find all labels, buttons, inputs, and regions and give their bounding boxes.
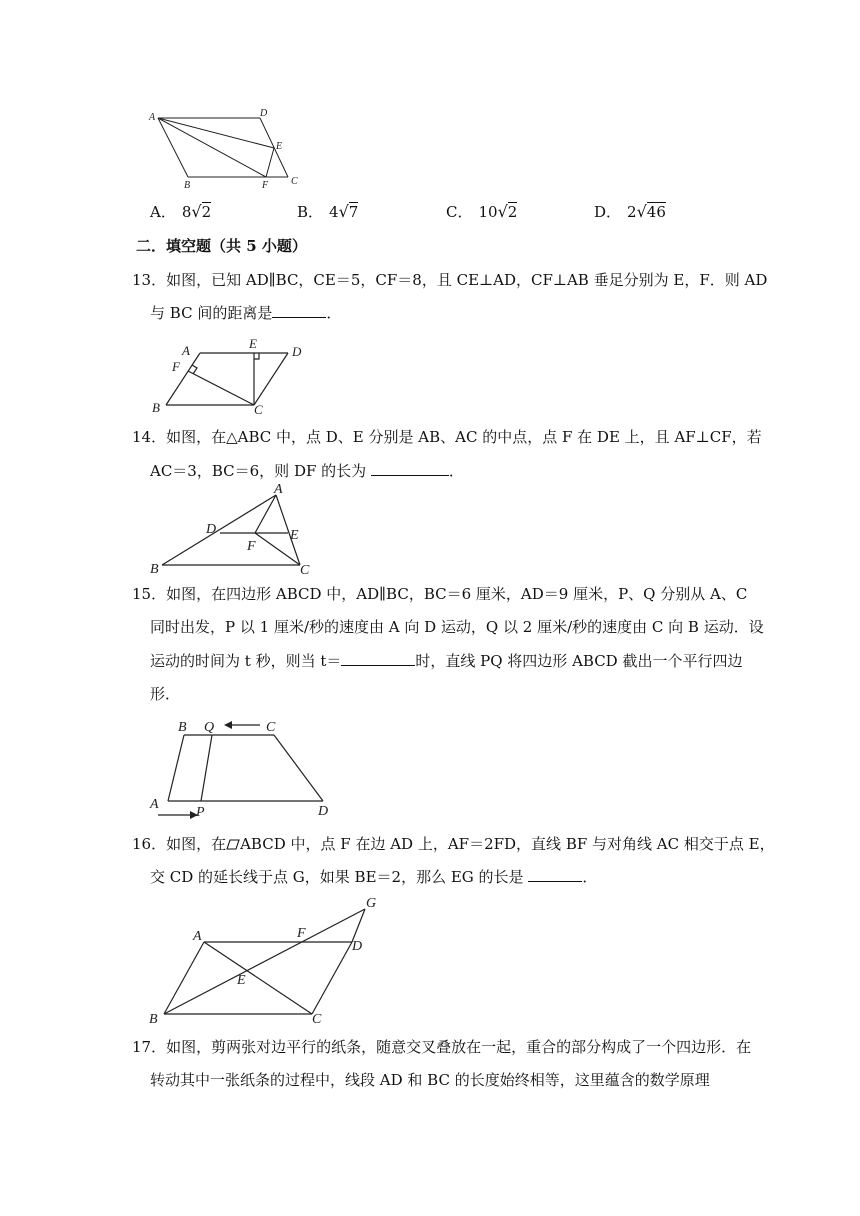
- q13-answer-blank[interactable]: [272, 303, 326, 318]
- fig16-label-c: C: [312, 1012, 322, 1027]
- q13-figure: [140, 334, 320, 416]
- fig12-label-c: C: [291, 176, 298, 187]
- parallelogram-icon: [226, 839, 240, 850]
- fig12-label-a: A: [149, 112, 156, 123]
- q15-figure: [140, 714, 340, 822]
- fig14-label-e: E: [290, 528, 299, 543]
- fig12-label-b: B: [184, 180, 191, 191]
- q12-option-d[interactable]: D． 2√46: [594, 202, 666, 221]
- fig13-label-c: C: [254, 402, 263, 416]
- section-title: 二．填空题（共 5 小题）: [136, 237, 307, 255]
- q12-figure: [140, 100, 320, 195]
- q15-line-4: 形．: [150, 685, 181, 703]
- q16-line-2: 交 CD 的延长线于点 G，如果 BE＝2，那么 EG 的长是 ．: [150, 868, 598, 886]
- q17-line-2: 转动其中一张纸条的过程中，线段 AD 和 BC 的长度始终相等，这里蕴含的数学原理: [150, 1071, 710, 1089]
- q15-line-1: 15．如图，在四边形 ABCD 中，AD∥BC，BC＝6 厘米，AD＝9 厘米，P、Q 分别从 A、C: [132, 585, 748, 603]
- q16-figure: [140, 890, 390, 1030]
- q13-line-2: 与 BC 间的距离是 ．: [150, 304, 342, 322]
- fig12-label-d: D: [260, 108, 268, 119]
- fig13-label-a: A: [182, 343, 190, 358]
- q14-line-1: 14．如图，在△ABC 中，点 D、E 分别是 AB、AC 的中点，点 F 在 DE 上，且 AF⊥CF，若: [132, 428, 762, 446]
- q14-line-2: AC＝3，BC＝6，则 DF 的长为 ．: [150, 462, 464, 480]
- fig14-label-d: D: [206, 522, 217, 537]
- q15-line-2: 同时出发，P 以 1 厘米/秒的速度由 A 向 D 运动，Q 以 2 厘米/秒的速度由 C 向 B 运动．设: [150, 618, 764, 636]
- sqrt-icon: √: [338, 202, 349, 221]
- fig15-label-b: B: [178, 720, 187, 735]
- fig15-label-d: D: [318, 804, 329, 819]
- fig14-label-c: C: [300, 563, 310, 576]
- fig15-label-p: P: [196, 805, 205, 820]
- q13-line-1: 13．如图，已知 AD∥BC，CE＝5，CF＝8，且 CE⊥AD，CF⊥AB 垂足分别为 E，F．则 AD: [132, 271, 768, 289]
- sqrt-icon: √: [497, 202, 508, 221]
- q12-option-b[interactable]: B． 4√7: [297, 202, 359, 221]
- fig13-label-e: E: [249, 336, 257, 351]
- fig12-label-e: E: [276, 141, 283, 152]
- fig15-label-q: Q: [204, 720, 215, 735]
- fig14-label-a: A: [274, 482, 283, 497]
- fig16-label-g: G: [366, 896, 377, 911]
- fig16-label-a: A: [193, 929, 202, 944]
- sqrt-icon: √: [191, 202, 202, 221]
- q17-line-1: 17．如图，剪两张对边平行的纸条，随意交叉叠放在一起，重合的部分构成了一个四边形．在: [132, 1038, 752, 1056]
- fig16-label-b: B: [149, 1012, 158, 1027]
- fig13-label-d: D: [292, 344, 302, 359]
- fig13-label-b: B: [152, 400, 160, 415]
- fig13-label-f: F: [172, 359, 180, 374]
- fig14-label-b: B: [150, 562, 159, 576]
- q12-option-c[interactable]: C． 10√2: [446, 202, 518, 221]
- q14-figure: [140, 482, 330, 576]
- arrow-left-icon: [224, 721, 232, 729]
- q16-answer-blank[interactable]: [528, 867, 582, 882]
- q16-line-1: 16．如图，在 ABCD 中，点 F 在边 AD 上，AF＝2FD，直线 BF 与对角线 AC 相交于点 E，: [132, 835, 775, 853]
- fig15-label-a: A: [150, 797, 159, 812]
- fig16-label-f: F: [297, 926, 306, 941]
- fig12-label-f: F: [262, 180, 269, 191]
- q12-option-a[interactable]: A． 8√2: [150, 202, 212, 221]
- fig16-label-d: D: [352, 939, 363, 954]
- q15-answer-blank[interactable]: [341, 651, 415, 666]
- fig16-label-e: E: [237, 973, 246, 988]
- fig15-label-c: C: [266, 720, 276, 735]
- q14-answer-blank[interactable]: [371, 461, 449, 476]
- q15-line-3: 运动的时间为 t 秒，则当 t＝ 时，直线 PQ 将四边形 ABCD 截出一个平行四边: [150, 652, 743, 670]
- sqrt-icon: √: [636, 202, 647, 221]
- fig14-label-f: F: [247, 539, 256, 554]
